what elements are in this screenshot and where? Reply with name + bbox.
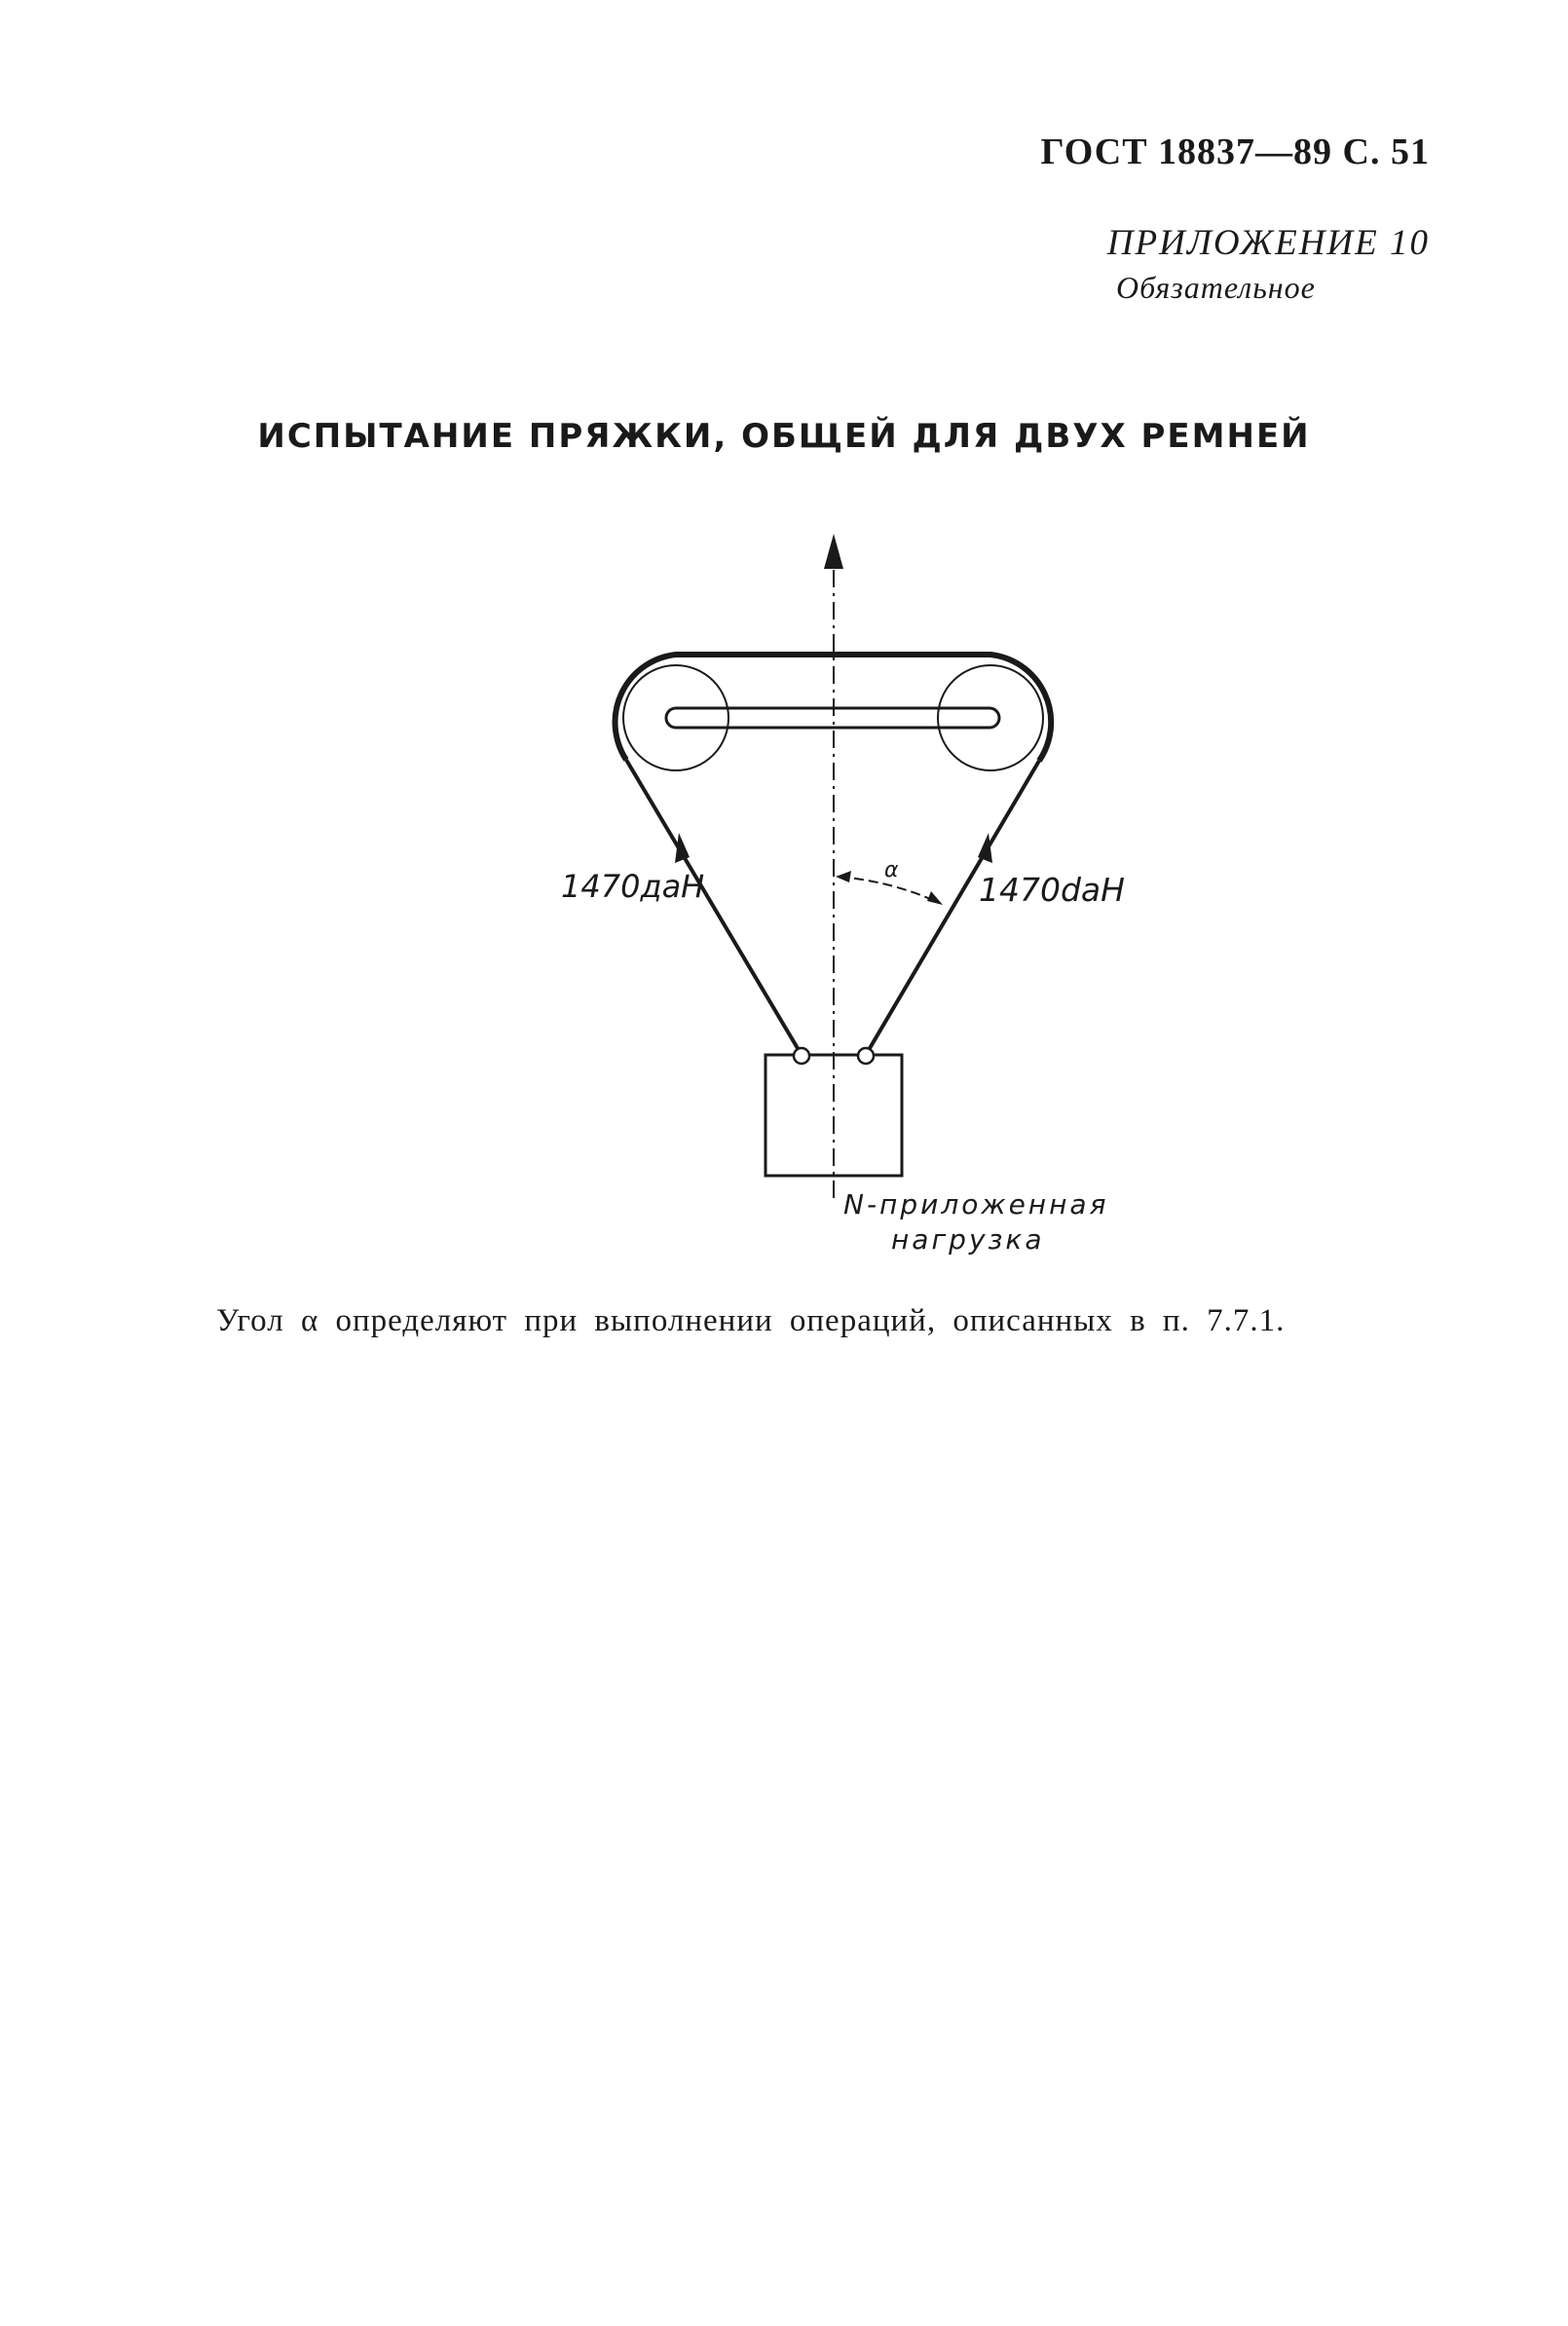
left-force-arrow-icon xyxy=(675,833,690,863)
angle-left-arrow-icon xyxy=(836,871,851,882)
axis-arrow-icon xyxy=(824,534,843,569)
document-title: ИСПЫТАНИЕ ПРЯЖКИ, ОБЩЕЙ ДЛЯ ДВУХ РЕМНЕЙ xyxy=(257,417,1311,456)
load-label-line1: N-приложенная xyxy=(843,1188,1109,1220)
right-force-label: 1470daH xyxy=(979,871,1125,909)
right-attachment-pin xyxy=(858,1048,874,1064)
left-force-label: 1470даН xyxy=(561,868,705,905)
strap-left-leg xyxy=(626,760,802,1055)
left-pulley xyxy=(623,665,728,770)
load-label-line2: нагрузка xyxy=(891,1223,1045,1256)
figure-caption: Угол α определяют при выполнении операций, описанных в п. 7.7.1. xyxy=(216,1303,1286,1338)
standard-reference: ГОСТ 18837—89 С. 51 xyxy=(1040,131,1430,172)
angle-alpha-label: α xyxy=(884,858,899,882)
left-attachment-pin xyxy=(794,1048,809,1064)
angle-right-arrow-icon xyxy=(927,891,943,905)
appendix-title: ПРИЛОЖЕНИЕ 10 xyxy=(1106,223,1430,263)
right-pulley xyxy=(938,665,1043,770)
appendix-status: Обязательное xyxy=(1116,270,1316,305)
